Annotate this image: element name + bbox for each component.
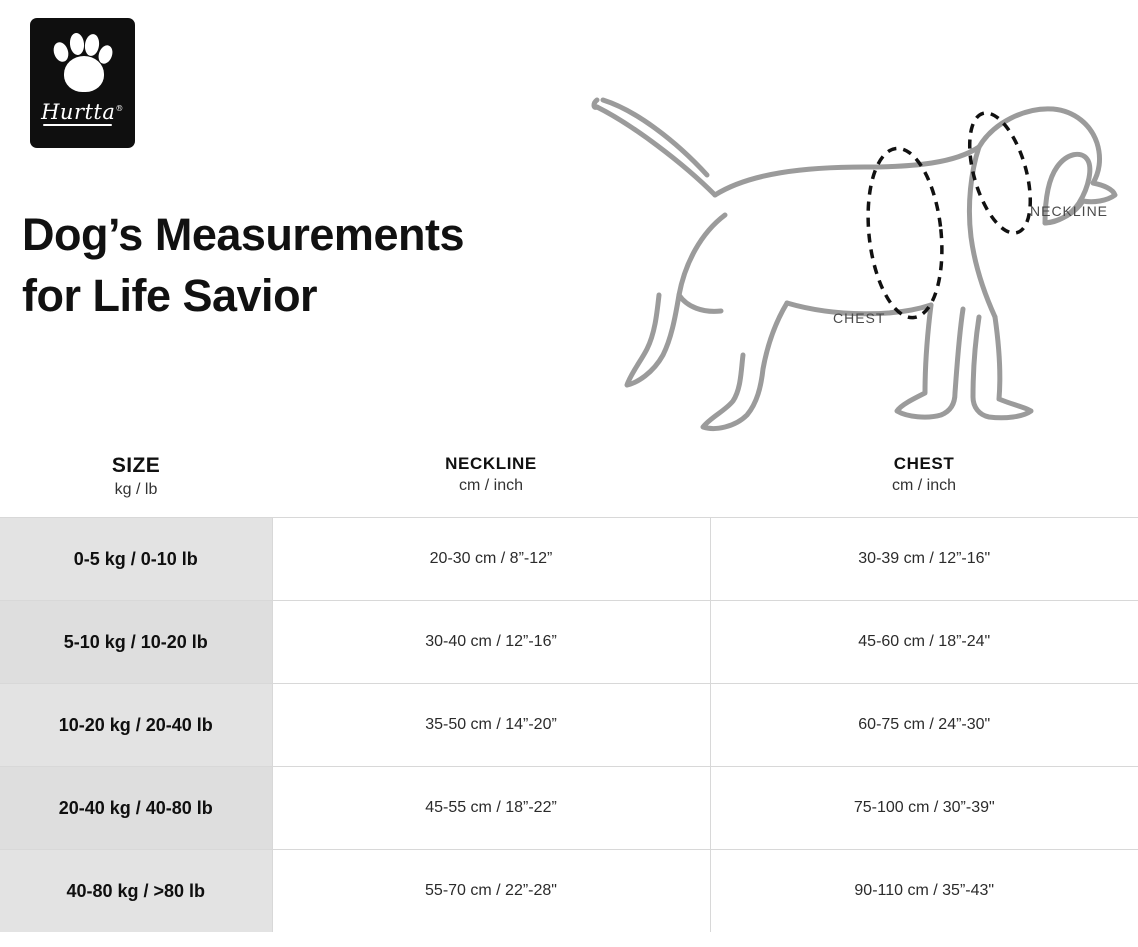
- table-header-row: [0, 440, 1138, 518]
- cell-size: 0-5 kg / 0-10 lb: [0, 518, 272, 601]
- cell-neckline: 35-50 cm / 14”-20”: [272, 684, 710, 767]
- cell-chest: 45-60 cm / 18”-24": [710, 601, 1138, 684]
- chest-measure-loop: [860, 145, 949, 322]
- trademark-symbol: ®: [115, 104, 124, 113]
- table-row: [0, 850, 1138, 933]
- column-header-chest-units: cm / inch: [891, 477, 956, 494]
- brand-logo: [30, 18, 135, 148]
- cell-neckline: 55-70 cm / 22”-28": [272, 850, 710, 933]
- paw-print-icon: [51, 30, 115, 92]
- table-header: [0, 440, 1138, 518]
- table-row: [0, 518, 1138, 601]
- column-header-size: [0, 440, 272, 518]
- neckline-diagram-label: NECKLINE: [1030, 203, 1109, 219]
- chest-diagram-label: CHEST: [833, 310, 886, 326]
- table-row: [0, 601, 1138, 684]
- column-header-neckline: [272, 440, 710, 518]
- header-section: [0, 0, 1138, 440]
- dog-measurement-diagram: [575, 55, 1135, 440]
- table-row: [0, 684, 1138, 767]
- column-header-neckline-units: cm / inch: [458, 477, 523, 494]
- cell-chest: 75-100 cm / 30”-39": [710, 767, 1138, 850]
- cell-chest: 90-110 cm / 35”-43": [710, 850, 1138, 933]
- column-header-chest: [710, 440, 1138, 518]
- column-header-neckline-title: NECKLINE: [445, 454, 537, 473]
- page-title: [22, 205, 642, 327]
- page-title-line2: for Life Savior: [22, 269, 318, 321]
- column-header-size-title: SIZE: [111, 454, 161, 477]
- size-table-section: [0, 440, 1138, 932]
- page-title-line1: Dog’s Measurements: [22, 209, 464, 260]
- cell-neckline: 30-40 cm / 12”-16”: [272, 601, 710, 684]
- cell-size: 20-40 kg / 40-80 lb: [0, 767, 272, 850]
- cell-chest: 60-75 cm / 24”-30": [710, 684, 1138, 767]
- table-row: [0, 767, 1138, 850]
- cell-chest: 30-39 cm / 12”-16": [710, 518, 1138, 601]
- cell-neckline: 20-30 cm / 8”-12”: [272, 518, 710, 601]
- wordmark-underline: [43, 124, 112, 126]
- brand-wordmark: [41, 100, 124, 124]
- column-header-size-units: kg / lb: [114, 481, 158, 498]
- cell-neckline: 45-55 cm / 18”-22”: [272, 767, 710, 850]
- column-header-chest-title: CHEST: [893, 454, 955, 473]
- cell-size: 10-20 kg / 20-40 lb: [0, 684, 272, 767]
- cell-size: 40-80 kg / >80 lb: [0, 850, 272, 933]
- brand-wordmark-text: Hurtta: [41, 100, 116, 124]
- cell-size: 5-10 kg / 10-20 lb: [0, 601, 272, 684]
- table-body: [0, 518, 1138, 933]
- size-chart-table: [0, 440, 1138, 932]
